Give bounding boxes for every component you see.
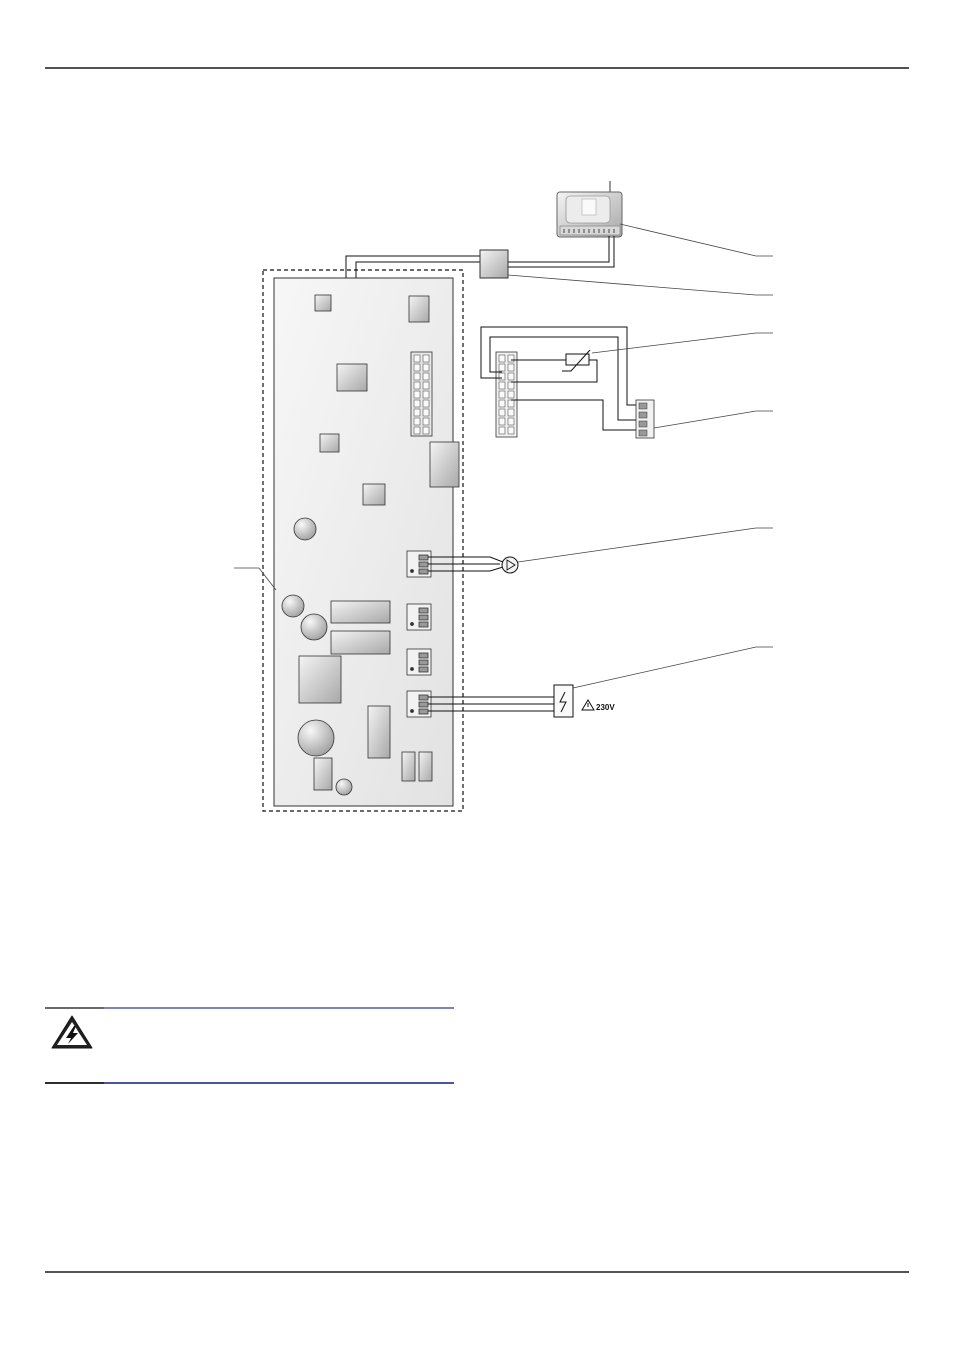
leader-sensor-terminal: [654, 411, 773, 428]
terminal-block: [407, 604, 431, 630]
component-rect: [430, 442, 459, 487]
component-relay: [331, 601, 390, 623]
voltage-label: 230V: [596, 703, 615, 712]
leader-pump: [518, 528, 773, 562]
mains-supply-box: [554, 685, 573, 717]
component-square: [409, 296, 429, 322]
component-circle: [336, 779, 352, 795]
board-pin-header: [411, 352, 432, 436]
component-transformer: [299, 656, 341, 703]
component-square: [320, 434, 339, 452]
fuse: [419, 752, 432, 781]
leader-thermistor: [592, 333, 773, 353]
bus-connector-socket: [337, 364, 367, 391]
warning-block: [45, 1008, 454, 1083]
component-square: [315, 295, 331, 311]
warning-electric-icon: [52, 1016, 92, 1048]
component-rect: [314, 758, 332, 790]
component-circle: [294, 518, 316, 540]
leader-controller: [620, 224, 773, 256]
sensor-terminal-block: [636, 400, 654, 438]
terminal-block: [407, 649, 431, 675]
component-square: [363, 484, 385, 505]
component-relay: [331, 631, 390, 654]
caution-triangle-icon: [582, 700, 594, 710]
thermistor-icon: [562, 350, 590, 371]
component-circle: [298, 720, 334, 756]
external-pin-header: [496, 352, 517, 437]
terminal-block-pump: [407, 551, 431, 577]
component-rect: [368, 706, 390, 758]
component-circle: [282, 595, 304, 617]
leader-enclosure: [234, 568, 276, 590]
leader-junction-box: [508, 275, 773, 295]
pump-icon: [502, 557, 518, 573]
terminal-block-mains: [407, 691, 431, 717]
junction-box: [480, 250, 508, 278]
component-circle: [301, 614, 327, 640]
fuse: [402, 752, 415, 781]
leader-mains: [573, 647, 773, 688]
room-controller-device: [557, 181, 622, 237]
